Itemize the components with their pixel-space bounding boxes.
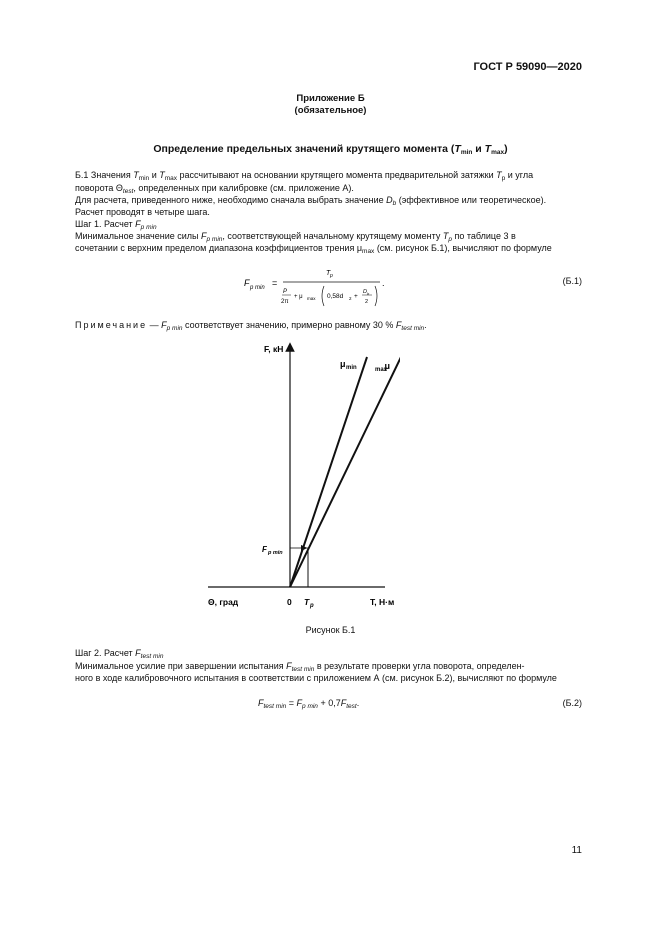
paragraph-b1: Б.1 Значения $T_{min}$ и $T_{max}$ рассчитывают на основании крутящего момента предварительной затяжки $T_p$ и угла <box>75 170 534 182</box>
fpmin-sub: p min <box>268 550 283 556</box>
figure-caption: Рисунок Б.1 <box>305 625 356 635</box>
eq1-den-plus: + μ <box>294 294 303 300</box>
paragraph-b1-cont: поворота $\Theta_{test}$, определенных при калибровке (см. приложение А). <box>75 183 354 195</box>
eq1-lhs: F <box>244 278 250 288</box>
eq1-den-paren: 0,58d <box>327 293 344 300</box>
paragraph-steps: Расчет проводят в четыре шага. <box>75 207 210 217</box>
paragraph-min-force-cont: сочетании с верхним пределом диапазона коэффициентов трения $\mu_{max}$ (см. рисунок Б.1), вычисляют по формуле <box>75 243 552 255</box>
mu-min-sub: min <box>346 365 357 371</box>
document-id: ГОСТ Р 59090—2020 <box>473 61 582 73</box>
mu-max-sub: max <box>375 367 388 373</box>
paragraph-min-force: Минимальное значение силы $F_{p min}$, соответствующей начальному крутящему моменту $T_p$ по таблице 3 в <box>75 231 516 243</box>
y-axis-label: F, кН <box>264 344 284 354</box>
annex-status: (обязательное) <box>294 105 367 116</box>
origin-label: 0 <box>287 597 292 607</box>
eq1-den-2pi: 2π <box>281 299 289 305</box>
step2-heading: Шаг 2. Расчет $F_{test min}$ <box>75 648 164 660</box>
tp-label: T <box>304 597 310 607</box>
note: Примечание — $F_{p min}$ соответствует значению, примерно равному 30 % $F_{test min}$. <box>75 320 427 332</box>
step1-heading: Шаг 1. Расчет $F_{p min}$ <box>75 219 157 231</box>
eq1-db-sub: b <box>367 291 370 296</box>
eq1-num-sub: p <box>330 273 333 279</box>
mu-min-label: μ <box>340 359 346 369</box>
x-axis-right-label: T, Н·м <box>370 597 395 607</box>
eq1-dot: . <box>382 278 385 288</box>
paragraph-calc: Для расчета, приведенного ниже, необходимо сначала выбрать значение $D_b$ (эффективное или теоретическое). <box>75 195 547 207</box>
mu-max-line <box>290 357 400 587</box>
eq1-db-two: 2 <box>365 299 369 305</box>
section-title: Определение предельных значений крутящего момента ($T_{min}$ и $T_{max}$) <box>153 143 508 156</box>
x-axis-left-label: Θ, град <box>208 597 239 607</box>
fpmin-label: F <box>262 545 267 554</box>
paragraph-min-test-force-cont: ного в ходе калибровочного испытания в соответствии с приложением А (см. рисунок Б.2), вычисляют по формуле <box>75 673 557 683</box>
eq1-paren-right <box>375 286 377 306</box>
equation-b1 <box>240 262 400 312</box>
page-number: 11 <box>571 845 582 856</box>
equation-b2: $F_{test min} = F_{p min} + 0,7F_{test}$. <box>258 698 360 710</box>
tp-sub: p <box>310 603 314 609</box>
eq1-paren-left <box>322 286 324 306</box>
eq1-den-2: 2 <box>349 296 352 301</box>
eq1-den-plus2: + <box>354 293 358 300</box>
eq1-num: T <box>326 270 331 277</box>
eq1-den-sub: max <box>307 296 316 301</box>
mu-min-line <box>290 357 367 587</box>
eq1-number: (Б.1) <box>562 276 582 286</box>
paragraph-min-test-force: Минимальное усилие при завершении испытания $F_{test min}$ в результате проверки угла поворота, определен- <box>75 661 525 673</box>
eq1-eq: = <box>272 278 278 288</box>
eq2-number: (Б.2) <box>562 698 582 708</box>
figure-b1 <box>200 335 400 615</box>
annex-title: Приложение Б <box>296 93 365 104</box>
mu-max-label: μ <box>384 361 390 371</box>
eq1-den-p: P <box>283 289 288 295</box>
eq1-lhs-sub: p min <box>250 285 265 291</box>
eq1-db: D <box>363 289 367 295</box>
